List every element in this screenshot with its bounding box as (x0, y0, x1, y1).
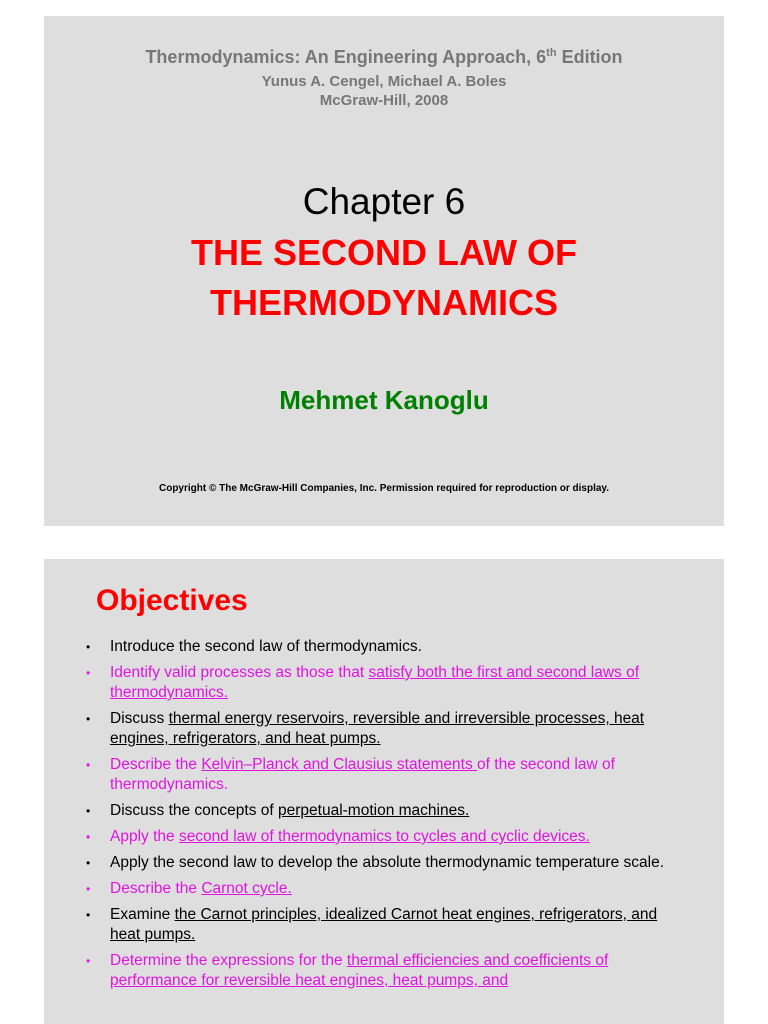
bullet-icon: • (86, 758, 91, 772)
objective-item (44, 709, 724, 749)
objective-text-end: of the second law of thermodynamics. (110, 756, 615, 793)
objective-item (44, 663, 724, 703)
objective-item (44, 853, 724, 873)
objective-text: Discuss (110, 710, 169, 727)
objective-item (44, 905, 724, 945)
chapter-title-line-1: THE SECOND LAW OF (191, 232, 577, 273)
objectives-slide (44, 559, 724, 1024)
objective-text: Examine (110, 906, 175, 923)
bullet-icon: • (86, 712, 91, 726)
objective-item (44, 951, 724, 991)
bullet-icon: • (86, 882, 91, 896)
objectives-heading: Objectives (96, 584, 248, 617)
objective-text: Introduce the second law of thermodynamics. (110, 638, 422, 655)
bullet-icon: • (86, 856, 91, 870)
bullet-icon: • (86, 640, 91, 654)
bullet-icon: • (86, 908, 91, 922)
objective-text: Apply the second law to develop the absolute thermodynamic temperature scale. (110, 854, 665, 871)
objective-text: Describe the (110, 880, 202, 897)
book-title-superscript: th (546, 47, 557, 59)
objective-item (44, 755, 724, 795)
objective-underlined-text: second law of thermodynamics to cycles and cyclic devices. (178, 828, 590, 845)
objective-underlined-text: Carnot cycle. (201, 880, 292, 897)
objective-underlined-text: thermal energy reservoirs, reversible and irreversible processes, heat engines, refrigerators, and heat pumps. (110, 710, 645, 747)
objective-text: Determine the expressions for the (110, 952, 347, 969)
book-title-text: Thermodynamics: An Engineering Approach, 6 (145, 47, 547, 67)
objectives-list (44, 637, 724, 997)
objective-item (44, 827, 724, 847)
chapter-number: Chapter 6 (302, 181, 466, 222)
objective-text: Apply the (110, 828, 179, 845)
objective-item (44, 801, 724, 821)
objective-text: Discuss the concepts of (110, 802, 278, 819)
bullet-icon: • (86, 666, 91, 680)
objective-item (44, 637, 724, 657)
objective-underlined-text: perpetual-motion machines. (278, 802, 470, 819)
bullet-icon: • (86, 830, 91, 844)
objective-text: Identify valid processes as those that (110, 664, 369, 681)
objective-underlined-text: satisfy both the first and second laws of thermodynamics. (110, 664, 640, 701)
objective-underlined-text: the Carnot principles, idealized Carnot heat engines, refrigerators, and heat pumps. (110, 906, 658, 943)
bullet-icon: • (86, 954, 91, 968)
lecture-author: Mehmet Kanoglu (279, 385, 489, 415)
bullet-icon: • (86, 804, 91, 818)
objective-underlined-text: Kelvin–Planck and Clausius statements (201, 756, 478, 773)
objective-text: Describe the (110, 756, 202, 773)
chapter-title-line-2: THERMODYNAMICS (210, 282, 558, 323)
book-publisher: McGraw-Hill, 2008 (319, 92, 449, 109)
copyright-notice: Copyright © The McGraw-Hill Companies, Inc. Permission required for reproduction or display. (158, 483, 610, 494)
book-title (44, 47, 724, 68)
book-authors: Yunus A. Cengel, Michael A. Boles (261, 73, 507, 90)
objective-item (44, 879, 724, 899)
book-title-edition: Edition (556, 47, 623, 67)
objective-underlined-text: thermal efficiencies and coefficients of performance for reversible heat engines, heat pumps, and (110, 952, 609, 989)
title-slide (44, 16, 724, 526)
